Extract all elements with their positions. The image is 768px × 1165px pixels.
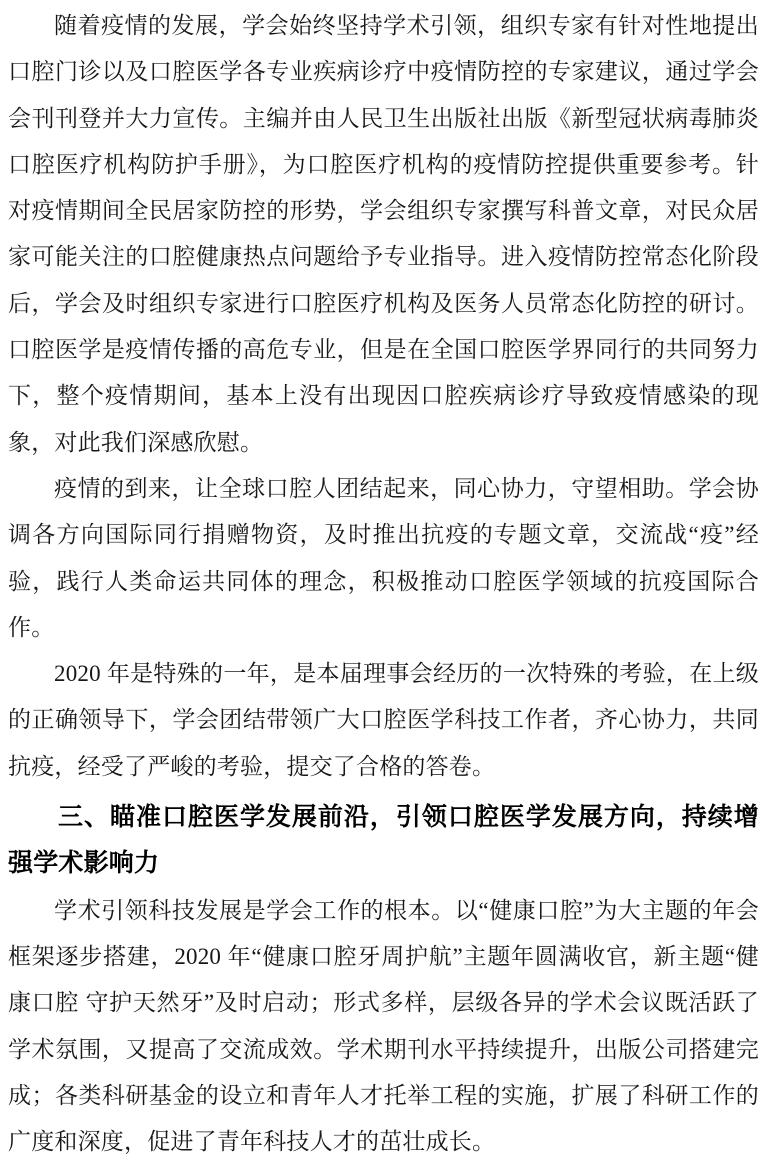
paragraph-epidemic-academic-guidance: 随着疫情的发展，学会始终坚持学术引领，组织专家有针对性地提出口腔门诊以及口腔医学各专业疾病诊疗中疫情防控的专家建议，通过学会会刊刊登并大力宣传。主编并由人民卫生出版社出版《新型冠状病毒肺炎口腔医疗机构防护手册》，为口腔医疗机构的疫情防控提供重要参考。针对疫情期间全民居家防控的形势，学会组织专家撰写科普文章，对民众居家可能关注的口腔健康热点问题给予专业指导。进入疫情防控常态化阶段后，学会及时组织专家进行口腔医疗机构及医务人员常态化防控的研讨。口腔医学是疫情传播的高危专业，但是在全国口腔医学界同行的共同努力下，整个疫情期间，基本上没有出现因口腔疾病诊疗导致疫情感染的现象，对此我们深感欣慰。: [8, 13, 759, 455]
section-heading-three-academic-influence: 三、瞄准口腔医学发展前沿，引领口腔医学发展方向，持续增强学术影响力: [8, 803, 759, 878]
paragraph-global-solidarity: 疫情的到来，让全球口腔人团结起来，同心协力，守望相助。学会协调各方向国际同行捐赠物资，及时推出抗疫的专题文章，交流战“疫”经验，践行人类命运共同体的理念，积极推动口腔医学领域的抗疫国际合作。: [8, 475, 759, 640]
paragraph-academic-leadership-achievements: 学术引领科技发展是学会工作的根本。以“健康口腔”为大主题的年会框架逐步搭建，2020 年“健康口腔牙周护航”主题年圆满收官，新主题“健康口腔 守护天然牙”及时启动；形式多样，层级各异的学术会议既活跃了学术氛围，又提高了交流成效。学术期刊水平持续提升，出版公司搭建完成；各类科研基金的设立和青年人才托举工程的实施，扩展了科研工作的广度和深度，促进了青年科技人才的茁壮成长。: [8, 897, 759, 1155]
paragraph-2020-special-year-summary: 2020 年是特殊的一年，是本届理事会经历的一次特殊的考验，在上级的正确领导下，学会团结带领广大口腔医学科技工作者，齐心协力，共同抗疫，经受了严峻的考验，提交了合格的答卷。: [8, 661, 759, 779]
